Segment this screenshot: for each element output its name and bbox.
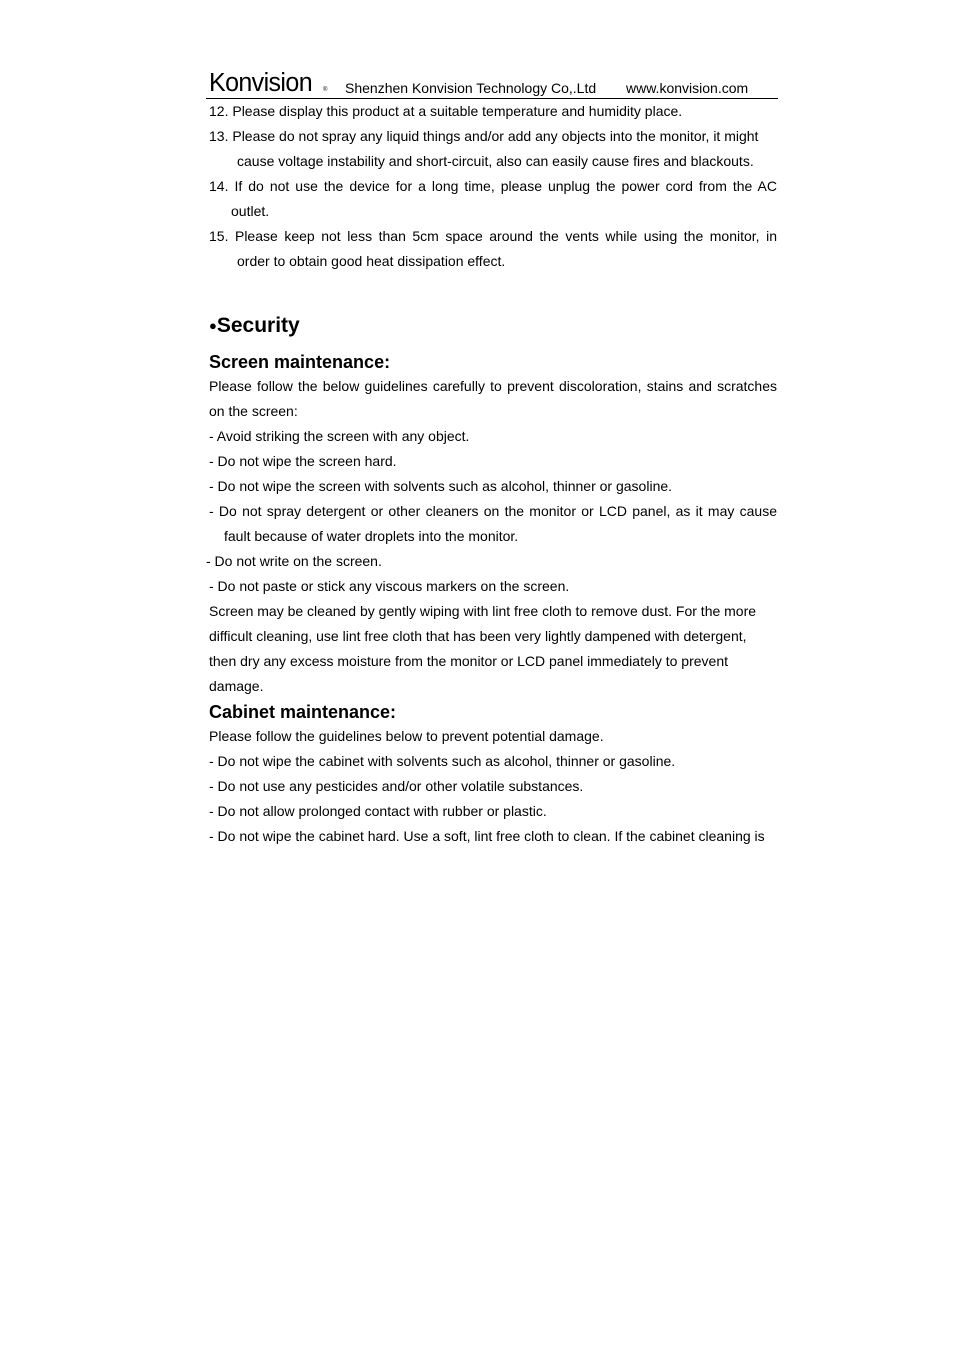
- note-item-14-line1: 14. If do not use the device for a long time, please unplug the power cord from the AC: [209, 178, 777, 194]
- screen-intro-line2: on the screen:: [209, 403, 298, 419]
- screen-maintenance-heading: Screen maintenance:: [209, 352, 391, 372]
- cabinet-guideline-1: - Do not wipe the cabinet with solvents such as alcohol, thinner or gasoline.: [209, 753, 676, 769]
- note-item-12: 12. Please display this product at a suitable temperature and humidity place.: [209, 103, 683, 119]
- screen-cleaning-paragraph-line3: then dry any excess moisture from the monitor or LCD panel immediately to prevent: [209, 653, 729, 669]
- cabinet-guideline-4: - Do not wipe the cabinet hard. Use a soft, lint free cloth to clean. If the cabinet cleaning is: [209, 828, 765, 844]
- website-url: www.konvision.com: [626, 80, 749, 96]
- screen-cleaning-paragraph-line2: difficult cleaning, use lint free cloth that has been very lightly dampened with detergent,: [209, 628, 747, 644]
- screen-guideline-3: - Do not wipe the screen with solvents such as alcohol, thinner or gasoline.: [209, 478, 673, 494]
- screen-cleaning-paragraph-line1: Screen may be cleaned by gently wiping with lint free cloth to remove dust. For the more: [209, 603, 757, 619]
- cabinet-maintenance-heading: Cabinet maintenance:: [209, 702, 397, 722]
- security-title: Security: [216, 314, 300, 337]
- screen-cleaning-paragraph-line4: damage.: [209, 678, 264, 694]
- note-item-13-line1: 13. Please do not spray any liquid things and/or add any objects into the monitor, it might: [209, 128, 759, 144]
- company-name: Shenzhen Konvision Technology Co,.Ltd: [345, 80, 597, 96]
- screen-guideline-2: - Do not wipe the screen hard.: [209, 453, 397, 469]
- screen-guideline-4-line1: - Do not spray detergent or other cleaners on the monitor or LCD panel, as it may cause: [209, 503, 777, 519]
- page-header: [206, 66, 778, 99]
- konvision-logo: Konvision: [209, 68, 312, 98]
- security-heading: [209, 312, 300, 340]
- cabinet-guideline-3: - Do not allow prolonged contact with rubber or plastic.: [209, 803, 547, 819]
- screen-intro-line1: Please follow the below guidelines carefully to prevent discoloration, stains and scratches: [209, 378, 777, 394]
- screen-guideline-1: - Avoid striking the screen with any object.: [209, 428, 470, 444]
- registered-mark: ®: [323, 87, 328, 93]
- cabinet-intro: Please follow the guidelines below to prevent potential damage.: [209, 728, 604, 744]
- cabinet-guideline-2: - Do not use any pesticides and/or other volatile substances.: [209, 778, 584, 794]
- screen-guideline-4-line2: fault because of water droplets into the monitor.: [224, 528, 519, 544]
- note-item-13-line2: cause voltage instability and short-circuit, also can easily cause fires and blackouts.: [237, 153, 754, 169]
- note-item-15-line2: order to obtain good heat dissipation effect.: [237, 253, 506, 269]
- note-item-15-line1: 15. Please keep not less than 5cm space around the vents while using the monitor, in: [209, 228, 777, 244]
- screen-guideline-6: - Do not paste or stick any viscous markers on the screen.: [209, 578, 570, 594]
- bullet-icon: ●: [209, 318, 217, 333]
- note-item-14-line2: outlet.: [231, 203, 270, 219]
- screen-guideline-5: - Do not write on the screen.: [206, 553, 382, 569]
